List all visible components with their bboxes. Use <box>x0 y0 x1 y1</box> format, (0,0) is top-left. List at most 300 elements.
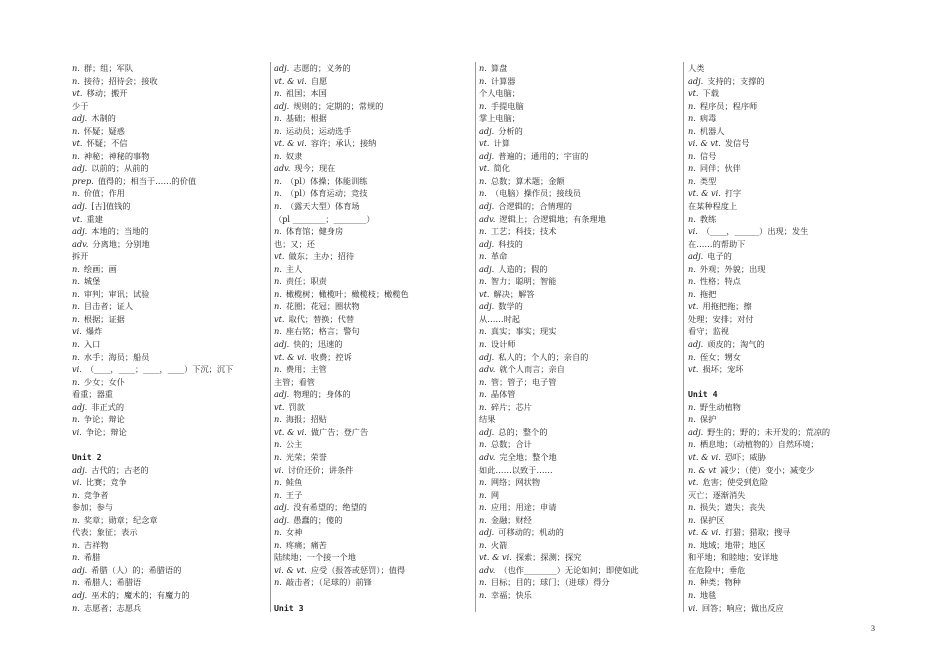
definition: 希腊（人）的；希腊语的 <box>91 564 182 575</box>
definition: 性格；特点 <box>699 276 741 287</box>
definition: 减少；（使）变小；减变少 <box>720 464 815 475</box>
vocab-entry <box>688 464 878 477</box>
vocab-entry <box>72 589 262 602</box>
part-of-speech: n. <box>688 439 696 450</box>
page-number: 3 <box>871 624 875 633</box>
vocab-entry <box>688 125 878 138</box>
part-of-speech: n. <box>72 276 80 287</box>
definition: 运动员；运动选手 <box>285 125 352 136</box>
definition: 危害；使受到危险 <box>702 477 769 488</box>
vocab-entry <box>274 150 464 163</box>
definition: （pl）体育运动；竞技 <box>285 188 368 199</box>
part-of-speech: n. <box>274 201 282 212</box>
vocab-entry <box>72 376 262 389</box>
part-of-speech: n. <box>479 251 487 262</box>
vocab-entry <box>688 576 878 589</box>
definition: 野生的；野的；未开发的；荒凉的 <box>707 426 831 437</box>
definition: 用拖把拖；擦 <box>702 301 752 312</box>
vocab-entry: 处理；安排；对付 <box>688 313 754 324</box>
vocab-entry <box>72 62 262 75</box>
part-of-speech: vt. <box>479 138 490 149</box>
vocab-entry <box>479 213 669 226</box>
part-of-speech: adj. <box>688 426 704 437</box>
definition: 机器人 <box>699 125 725 136</box>
vocab-entry <box>72 551 262 564</box>
definition: 分离地；分别地 <box>92 238 150 249</box>
definition: 志愿的；义务的 <box>293 63 351 73</box>
part-of-speech: n. <box>274 263 282 274</box>
part-of-speech: adj. <box>479 238 495 249</box>
part-of-speech: adj. <box>479 301 495 312</box>
definition: 病毒 <box>699 113 717 124</box>
part-of-speech: vt. & vi. <box>274 138 307 149</box>
vocab-entry <box>688 162 878 175</box>
vocab-entry <box>688 175 878 188</box>
part-of-speech: vt. <box>688 88 699 99</box>
vocab-column-4 <box>688 62 878 614</box>
vocab-entry <box>72 263 262 276</box>
part-of-speech: vi. <box>72 364 82 375</box>
vocab-entry <box>274 125 464 138</box>
unit-heading: Unit 2 <box>72 451 102 462</box>
part-of-speech: n. <box>72 539 80 550</box>
definition: 取代；替换；代替 <box>288 313 355 324</box>
vocab-entry: 主管；看管 <box>274 376 315 387</box>
vocab-entry <box>688 150 878 163</box>
vocab-entry <box>479 388 669 401</box>
part-of-speech: n. <box>688 113 696 124</box>
definition: （露天大型）体育场 <box>285 201 360 212</box>
part-of-speech: vi. <box>72 426 82 437</box>
vocab-entry: 少于 <box>72 100 89 111</box>
definition: 野生动植物 <box>699 401 741 412</box>
part-of-speech: n. <box>274 577 282 588</box>
definition: 栖息地；（动植物的）自然环境； <box>699 439 819 450</box>
part-of-speech: n. <box>72 514 80 525</box>
definition: 地域；地带；地区 <box>699 539 766 550</box>
vocab-entry <box>688 275 878 288</box>
vocab-entry <box>479 451 669 464</box>
definition: 责任；职责 <box>285 276 327 287</box>
part-of-speech: n. <box>479 376 487 387</box>
part-of-speech: n. <box>688 263 696 274</box>
definition: 讨价还价；讲条件 <box>287 464 354 475</box>
vocab-entry: 个人电脑； <box>479 88 520 99</box>
vocab-entry <box>72 162 262 175</box>
vocab-entry <box>479 426 669 439</box>
vocab-entry <box>688 351 878 364</box>
definition: 神秘；神秘的事物 <box>83 150 150 161</box>
part-of-speech: adv. <box>479 364 496 375</box>
definition: 收费；控诉 <box>310 351 352 362</box>
vocab-entry: 在……的帮助下 <box>688 238 746 249</box>
part-of-speech: n. <box>479 188 487 199</box>
part-of-speech: n. <box>479 401 487 412</box>
vocab-entry <box>72 187 262 200</box>
definition: 罚款 <box>288 401 305 412</box>
part-of-speech: n. <box>274 226 282 237</box>
vocab-entry <box>72 464 262 477</box>
vocab-entry <box>479 551 669 564</box>
definition: 完全地；整个地 <box>499 451 557 462</box>
vocab-entry: 掌上电脑； <box>479 113 520 124</box>
vocab-entry <box>479 238 669 251</box>
definition: 入口 <box>83 339 101 350</box>
vocab-entry <box>274 175 464 188</box>
definition: 敲击者；（足球的）前锋 <box>285 577 372 588</box>
definition: 地毯 <box>699 589 717 600</box>
part-of-speech: vt. <box>479 288 490 299</box>
part-of-speech: vt. <box>688 301 699 312</box>
part-of-speech: vt. <box>72 213 83 224</box>
part-of-speech: adj. <box>72 589 88 600</box>
part-of-speech: n. <box>274 364 282 375</box>
vocab-column-3 <box>479 62 669 602</box>
definition: 损失；遗失；丧失 <box>699 502 766 513</box>
definition: 主人 <box>285 263 303 274</box>
part-of-speech: vt. & vi. <box>688 527 721 538</box>
unit-heading: Unit 3 <box>274 602 304 613</box>
vocab-entry <box>274 476 464 489</box>
definition: 鲑鱼 <box>285 477 303 488</box>
part-of-speech: vt. <box>72 138 83 149</box>
part-of-speech: n. <box>274 88 282 99</box>
vocab-entry <box>72 363 262 376</box>
vocab-entry <box>72 75 262 88</box>
definition: 以前的；从前的 <box>91 163 149 174</box>
vocab-entry <box>479 526 669 539</box>
definition: 管；管子；电子管 <box>490 376 557 387</box>
part-of-speech: n. <box>72 376 80 387</box>
vocab-entry <box>688 589 878 602</box>
definition: 就个人而言；亲自 <box>499 364 565 375</box>
part-of-speech: n. <box>479 326 487 337</box>
definition: 解决；解答 <box>493 288 535 299</box>
vocab-entry: 拆开 <box>72 251 89 262</box>
vocab-entry <box>274 576 464 589</box>
definition: 计算器 <box>490 75 516 86</box>
definition: 打猎；猎取；搜寻 <box>724 527 791 538</box>
part-of-speech: n. <box>479 63 487 73</box>
definition: 审判；审讯；试验 <box>83 288 150 299</box>
vocab-entry <box>479 300 669 313</box>
part-of-speech: adj. <box>688 75 704 86</box>
definition: 人造的；假的 <box>498 263 548 274</box>
part-of-speech: adj. <box>274 514 290 525</box>
vocab-entry <box>479 476 669 489</box>
part-of-speech: vt. <box>274 401 285 412</box>
definition: 快的；迅速的 <box>293 339 343 350</box>
part-of-speech: n. <box>72 263 80 274</box>
vocab-entry <box>72 238 262 251</box>
part-of-speech: adj. <box>72 226 88 237</box>
definition: 教练 <box>699 213 717 224</box>
part-of-speech: n. <box>479 389 487 400</box>
vocab-entry <box>688 100 878 113</box>
part-of-speech: adj. <box>274 339 290 350</box>
vocab-entry <box>479 338 669 351</box>
vocab-entry <box>274 325 464 338</box>
definition: 打字 <box>724 188 742 199</box>
vocab-entry <box>72 125 262 138</box>
vocab-entry <box>72 87 262 100</box>
part-of-speech: n. <box>479 75 487 86</box>
part-of-speech: vt. <box>274 313 285 324</box>
part-of-speech: n. <box>688 414 696 425</box>
vocab-entry <box>274 137 464 150</box>
vocab-entry <box>688 87 878 100</box>
vocab-entry: 结果 <box>479 414 496 425</box>
part-of-speech: n. <box>274 188 282 199</box>
vocab-entry <box>688 602 878 615</box>
vocab-entry <box>688 413 878 426</box>
definition: 碎片；芯片 <box>490 401 532 412</box>
part-of-speech: adj. <box>479 527 495 538</box>
definition: 顽皮的；淘气的 <box>707 339 765 350</box>
part-of-speech: n. <box>688 125 696 136</box>
vocab-entry <box>274 200 464 213</box>
definition: 应用；用途；申请 <box>490 502 557 513</box>
column-divider <box>475 62 476 612</box>
vocab-entry <box>688 225 878 238</box>
unit-heading: Unit 4 <box>688 389 718 400</box>
vocab-entry: （pl ________；________） <box>274 213 375 224</box>
column-divider <box>270 62 271 612</box>
vocab-entry <box>274 313 464 326</box>
vocab-entry <box>274 464 464 477</box>
vocab-entry <box>274 526 464 539</box>
vocab-entry <box>72 401 262 414</box>
definition: 橄榄树；橄榄叶；橄榄枝；橄榄色 <box>285 288 409 299</box>
vocab-entry <box>688 213 878 226</box>
definition: 程序员；程序师 <box>699 100 758 111</box>
definition: 争论；辩论 <box>83 414 125 425</box>
vocab-entry <box>688 476 878 489</box>
vocab-entry <box>72 213 262 226</box>
vocab-entry <box>688 187 878 200</box>
vocab-entry: 在某种程度上 <box>688 201 738 212</box>
part-of-speech: n. <box>688 150 696 161</box>
part-of-speech: vt. <box>72 88 83 99</box>
part-of-speech: vt. & vi. <box>274 351 307 362</box>
definition: 外观；外貌；出现 <box>699 263 766 274</box>
vocab-entry <box>688 539 878 552</box>
definition: 恐吓；威胁 <box>724 451 766 462</box>
part-of-speech: adj. <box>72 163 88 174</box>
vocab-entry <box>479 125 669 138</box>
definition: 价值；作用 <box>83 188 125 199</box>
vocab-entry <box>688 75 878 88</box>
vocab-entry <box>274 87 464 100</box>
definition: 比赛；竞争 <box>85 477 127 488</box>
vocab-entry <box>274 187 464 200</box>
vocab-entry: 和平地；和睦地；安详地 <box>688 552 779 563</box>
vocab-entry <box>274 539 464 552</box>
definition: 回答；响应；做出反应 <box>701 602 784 613</box>
part-of-speech: n. <box>479 539 487 550</box>
vocab-entry <box>479 325 669 338</box>
definition: 志愿者；志愿兵 <box>83 602 142 613</box>
part-of-speech: adv. <box>479 213 496 224</box>
definition: 数学的 <box>498 301 523 312</box>
vocab-entry <box>479 162 669 175</box>
vocab-entry: 灭亡；逐渐消失 <box>688 489 746 500</box>
vocab-entry <box>274 514 464 527</box>
definition: 真实；事实；现实 <box>490 326 557 337</box>
vocab-entry <box>72 564 262 577</box>
part-of-speech: vt. & vi. <box>274 426 307 437</box>
definition: 基础；根据 <box>285 113 327 124</box>
definition: 电子的 <box>707 251 732 262</box>
definition: 值得的；相当于……的价值 <box>97 175 197 186</box>
part-of-speech: adj. <box>479 426 495 437</box>
definition: 革命 <box>490 251 508 262</box>
part-of-speech: adj. <box>274 389 290 400</box>
vocab-entry <box>688 376 878 389</box>
vocab-entry <box>688 401 878 414</box>
definition: 没有希望的；绝望的 <box>293 502 367 513</box>
part-of-speech: n. <box>72 150 80 161</box>
part-of-speech: vt. & vi. <box>274 75 307 86</box>
part-of-speech: n. <box>72 489 80 500</box>
definition: 网络；网状物 <box>490 477 541 488</box>
definition: 物理的；身体的 <box>293 389 351 400</box>
part-of-speech: n. <box>72 313 80 324</box>
part-of-speech: adj. <box>72 464 88 475</box>
vocab-entry <box>479 576 669 589</box>
part-of-speech: n. <box>479 577 487 588</box>
vocab-entry <box>479 539 669 552</box>
definition: 容许；承认；接纳 <box>310 138 377 149</box>
vocab-entry <box>688 300 878 313</box>
vocab-entry <box>72 112 262 125</box>
vocab-entry <box>688 363 878 376</box>
definition: [古]值钱的 <box>91 201 131 212</box>
part-of-speech: adj. <box>72 401 88 412</box>
definition: 总数；合计 <box>490 439 532 450</box>
definition: （____，____；____，____）下沉；沉下 <box>85 364 234 375</box>
vocab-entry: 如此……以致于…… <box>479 464 553 475</box>
definition: 科技的 <box>498 238 523 249</box>
part-of-speech: n. <box>688 100 696 111</box>
vocab-entry: 代表；象征；表示 <box>72 527 138 538</box>
vocab-entry <box>479 275 669 288</box>
part-of-speech: adj. <box>72 201 88 212</box>
vocab-entry <box>72 200 262 213</box>
part-of-speech: n. <box>688 577 696 588</box>
part-of-speech: n. <box>479 477 487 488</box>
definition: 火箭 <box>490 539 508 550</box>
definition: （电脑）操作员；接线员 <box>490 188 581 199</box>
definition: 侄女；甥女 <box>699 351 741 362</box>
part-of-speech: n. <box>274 439 282 450</box>
definition: （pl）体操；体能训练 <box>285 175 368 186</box>
definition: 水手；海员；船员 <box>83 351 150 362</box>
vocab-entry <box>688 438 878 451</box>
definition: 下载 <box>702 88 719 99</box>
definition: 爆炸 <box>85 326 103 337</box>
definition: 手提电脑 <box>490 100 524 111</box>
vocab-entry <box>688 426 878 439</box>
definition: 根据；证据 <box>83 313 125 324</box>
part-of-speech: adj. <box>688 251 704 262</box>
definition: 群；组；军队 <box>83 63 134 73</box>
definition: 怀疑；疑惑 <box>83 125 125 136</box>
vocab-entry <box>274 363 464 376</box>
part-of-speech: n. <box>479 489 487 500</box>
definition: 工艺；科技；技术 <box>490 226 557 237</box>
definition: 种类；物种 <box>699 577 741 588</box>
definition: 目击者；证人 <box>83 301 134 312</box>
part-of-speech: vt. & vi. <box>688 451 721 462</box>
definition: 算盘 <box>490 63 508 73</box>
part-of-speech: vi. <box>72 326 82 337</box>
vocab-entry <box>479 363 669 376</box>
vocab-entry <box>72 300 262 313</box>
part-of-speech: n. <box>688 163 696 174</box>
vocab-entry <box>479 225 669 238</box>
vocab-entry <box>72 413 262 426</box>
vocab-entry <box>688 514 878 527</box>
vocab-entry <box>479 489 669 502</box>
part-of-speech: n. <box>72 602 80 613</box>
vocab-entry <box>479 288 669 301</box>
vocab-entry <box>479 564 669 577</box>
definition: 损坏；宠坏 <box>702 364 744 375</box>
part-of-speech: vt. <box>479 163 490 174</box>
part-of-speech: n. <box>274 326 282 337</box>
part-of-speech: n. <box>72 577 80 588</box>
definition: 保护区 <box>699 514 725 525</box>
part-of-speech: n. <box>688 514 696 525</box>
vocab-entry <box>72 288 262 301</box>
part-of-speech: n. <box>479 339 487 350</box>
vocab-entry <box>479 351 669 364</box>
vocab-entry <box>274 501 464 514</box>
part-of-speech: n. <box>274 276 282 287</box>
part-of-speech: n. & vt <box>688 464 717 475</box>
definition: 信号 <box>699 150 717 161</box>
definition: 探索；探测；探究 <box>515 552 582 563</box>
vocab-entry <box>274 589 464 602</box>
definition: （____，______）出现；发生 <box>701 226 809 237</box>
vocab-entry <box>72 325 262 338</box>
part-of-speech: adj. <box>479 263 495 274</box>
definition: 座右铭；格言；警句 <box>285 326 360 337</box>
vocab-entry <box>479 150 669 163</box>
definition: 简化 <box>493 163 510 174</box>
vocab-entry <box>479 175 669 188</box>
vocab-entry <box>479 200 669 213</box>
vocab-entry <box>274 288 464 301</box>
definition: 接待；招待会；接收 <box>83 75 158 86</box>
definition: 吉祥物 <box>83 539 109 550</box>
definition: 巫术的；魔术的；有魔力的 <box>91 589 190 600</box>
definition: 女神 <box>285 527 303 538</box>
part-of-speech: n. <box>274 477 282 488</box>
part-of-speech: n. <box>688 351 696 362</box>
definition: 类型 <box>699 175 717 186</box>
part-of-speech: vi. <box>72 477 82 488</box>
definition: 普遍的；通用的；宇宙的 <box>498 150 589 161</box>
vocab-entry <box>72 426 262 439</box>
definition: 移动；搬开 <box>86 88 128 99</box>
part-of-speech: vt. & vi. <box>688 188 721 199</box>
part-of-speech: vi. & vt. <box>274 564 307 575</box>
definition: 拖把 <box>699 288 717 299</box>
definition: 重建 <box>86 213 103 224</box>
definition: 同伴；伙伴 <box>699 163 741 174</box>
